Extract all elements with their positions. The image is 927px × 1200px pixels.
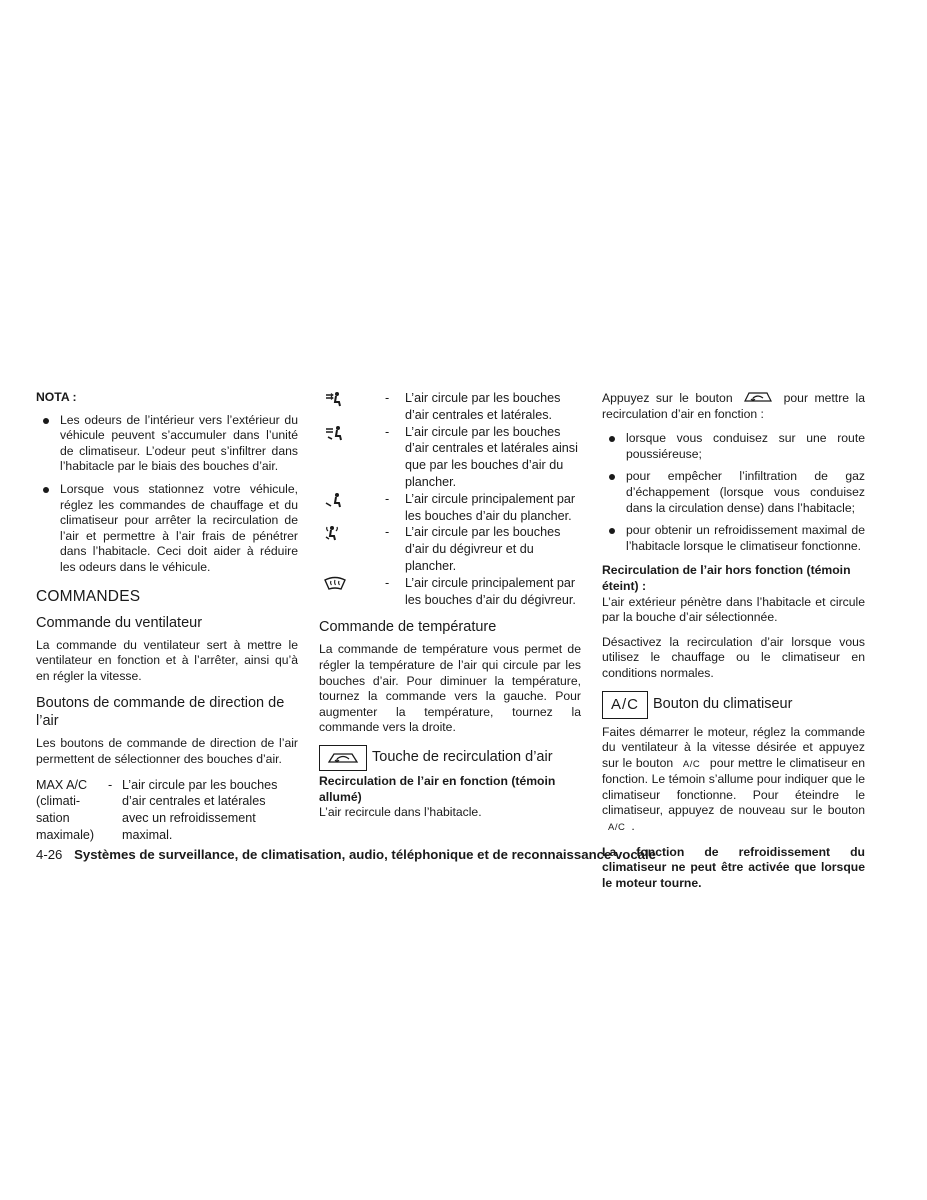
recirc-heading: Touche de recirculation d’air xyxy=(372,749,553,766)
vent-bilevel-icon xyxy=(319,424,385,491)
ac-inline-label: A/C xyxy=(608,822,626,834)
bullet-dot xyxy=(609,436,615,442)
deactivate-text: Désactivez la recirculation d’air lorsque vous utilisez le chauffage ou le climatiseur en conditions normales. xyxy=(602,634,865,680)
ac-heading: Bouton du climatiseur xyxy=(653,695,793,712)
ac-header xyxy=(602,691,865,719)
section-title: COMMANDES xyxy=(36,587,141,605)
bullet-dot xyxy=(609,474,615,480)
ac-inline-label: A/C xyxy=(682,758,701,770)
max-ac-row xyxy=(36,777,298,844)
direction-heading: Boutons de commande de direction de l’air xyxy=(36,695,285,730)
fan-heading: Commande du ventilateur xyxy=(36,614,203,631)
direction-text: Les boutons de commande de direction de l’air permettent de sélectionner des bouches d’air. xyxy=(36,736,298,766)
mode-row-defrost: - L’air circule principalement par les bouches d’air du dégivreur. xyxy=(319,575,581,609)
nota-label: NOTA : xyxy=(36,390,77,404)
list-item: lorsque vous conduisez sur une route poussiéreuse; xyxy=(602,431,865,462)
page-number: 4-26 xyxy=(36,847,63,862)
mode-row-bilevel: - L’air circule par les bouches d’air centrales et latérales ainsi que par les bouches d’air du plancher. xyxy=(319,424,581,491)
max-ac-label: MAX A/C (climati- sation maximale) xyxy=(36,777,95,842)
page-footer xyxy=(36,847,656,862)
column-middle xyxy=(319,390,581,830)
recirc-off-label: Recirculation de l’air hors fonction (témoin éteint) : xyxy=(602,563,851,593)
defrost-icon xyxy=(319,575,385,609)
mode-row-floor: - L’air circule principalement par les bouches d’air du plancher. xyxy=(319,491,581,525)
bullet-dot xyxy=(43,487,49,493)
ac-button-icon: A/C xyxy=(602,691,648,719)
recirc-button-icon xyxy=(319,745,367,771)
vent-floor-defrost-icon xyxy=(319,524,385,574)
list-item: Les odeurs de l’intérieur vers l’extérieur du véhicule peuvent s’accumuler dans l’unité de climatiseur. L’odeur peut s’infiltrer dans l’habitacle par le biais des bouches d’air. xyxy=(36,413,298,475)
bullet-dot xyxy=(609,528,615,534)
list-item: pour obtenir un refroidissement maximal de l’habitacle lorsque le climatiseur fonctionne. xyxy=(602,523,865,554)
vent-floor-icon xyxy=(319,491,385,525)
list-item: Lorsque vous stationnez votre véhicule, réglez les commandes de chauffage et du climatiseur pour arrêter la recirculation de l’air et permettre à l’air frais de pénétrer dans l’habitacle. Ceci doit aider à réduire les odeurs dans le véhicule. xyxy=(36,482,298,576)
temp-heading: Commande de température xyxy=(319,619,497,636)
recirc-on-text: L’air recircule dans l’habitacle. xyxy=(319,805,482,820)
recirc-off-text: L’air extérieur pénètre dans l’habitacle et circule par la bouche d’air sélectionnée. xyxy=(602,594,865,625)
max-ac-dash: - xyxy=(108,777,113,792)
bullet-dot xyxy=(43,418,49,424)
mode-row-floor-defrost: - L’air circule par les bouches d’air du dégivreur et du plancher. xyxy=(319,524,581,574)
list-item: pour empêcher l’infiltration de gaz d’échappement (lorsque vous conduisez dans la circulation dense) dans l’habitacle; xyxy=(602,469,865,516)
fan-text: La commande du ventilateur sert à mettre le ventilateur en fonction et à l’arrêter, ainsi qu’à en régler la vitesse. xyxy=(36,637,298,683)
mode-row-face: - L’air circule par les bouches d’air centrales et latérales. xyxy=(319,390,581,424)
nota-list xyxy=(36,413,298,576)
temp-text: La commande de température vous permet de régler la température de l’air qui circule par les bouches d’air. Pour diminuer la température, tournez la commande vers la gauche. Pour augmenter la température, tournez la commande vers la droite. xyxy=(319,642,581,735)
chapter-title: Systèmes de surveillance, de climatisation, audio, téléphonique et de reconnaissance vocale xyxy=(74,847,657,862)
recirc-on-label: Recirculation de l’air en fonction (témoin allumé) xyxy=(319,773,556,804)
column-left xyxy=(36,390,298,844)
recirc-conditions-list xyxy=(602,431,865,554)
max-ac-desc: L’air circule par les bouches d’air centrales et latérales avec un refroidissement maximal. xyxy=(122,777,278,842)
vent-face-icon xyxy=(319,390,385,424)
column-right xyxy=(602,390,865,900)
ac-warning: La fonction de refroidissement du climatiseur ne peut être activée que lorsque le moteur tourne. xyxy=(602,844,865,890)
ac-instructions: Faites démarrer le moteur, réglez la commande du ventilateur à la vitesse désirée et appuyez sur le bouton A/C pour mettre le climatiseur en fonction. Le témoin s’allume pour indiquer que le climatiseur fonctionne. Pour éteindre le climatiseur, appuyez de nouveau sur le bouton A/C . xyxy=(602,724,866,834)
recirc-press-text: Appuyez sur le bouton pour mettre la recirculation d’air en fonction : xyxy=(602,391,866,421)
recirc-header xyxy=(319,745,581,771)
recirc-inline-icon xyxy=(743,390,773,404)
